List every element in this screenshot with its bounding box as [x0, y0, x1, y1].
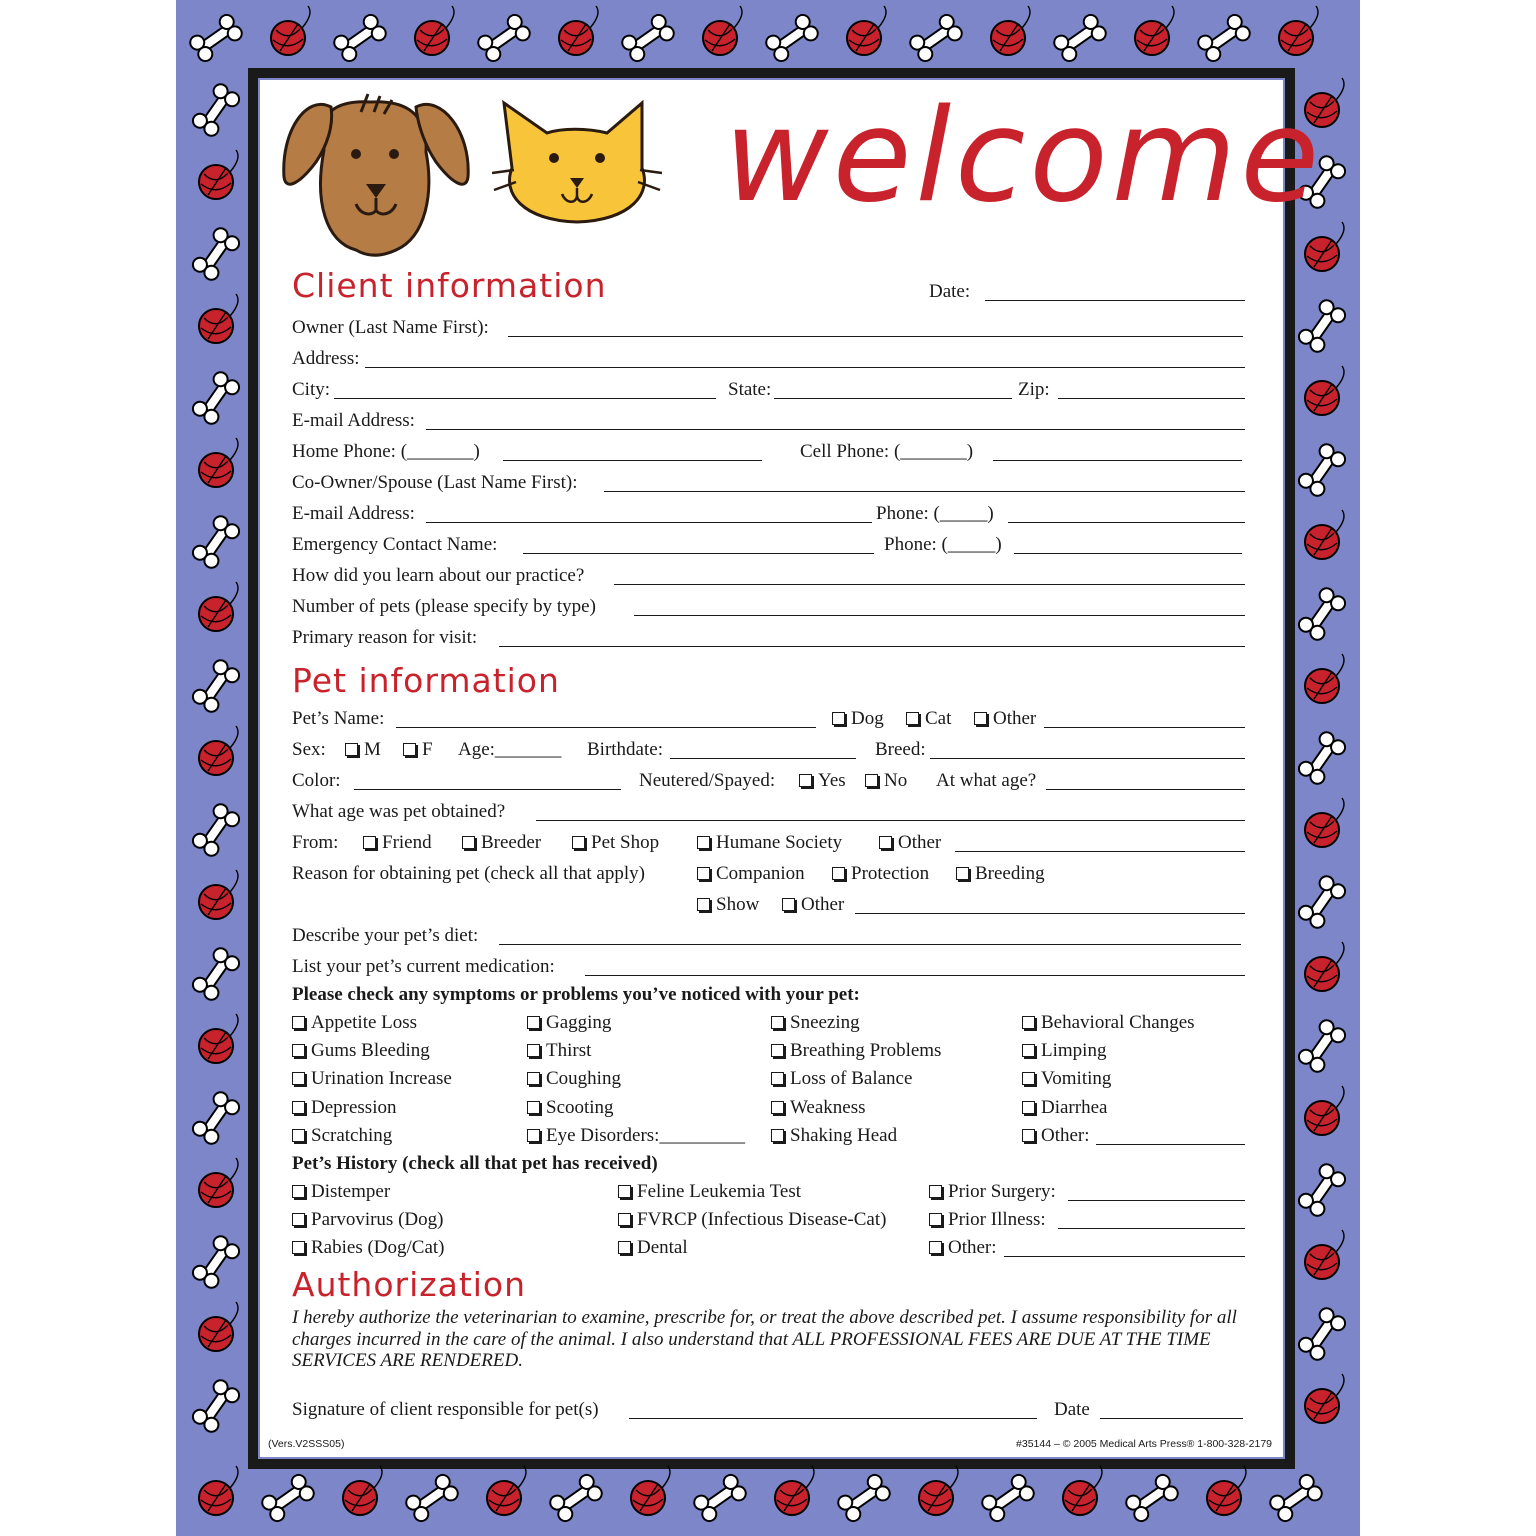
from-breeder-checkbox[interactable]	[462, 830, 541, 856]
breed-field[interactable]	[930, 758, 1245, 759]
symptom-checkbox[interactable]	[1022, 1095, 1107, 1121]
checkbox-icon	[292, 1044, 305, 1057]
checkbox-icon	[292, 1213, 305, 1226]
checkbox-icon	[929, 1213, 942, 1226]
other-species-label: Other	[993, 708, 1037, 729]
address-field[interactable]	[365, 367, 1245, 368]
authorization-heading: Authorization	[292, 1265, 527, 1304]
symptom-checkbox[interactable]	[1022, 1123, 1090, 1149]
symptom-label: Vomiting	[1041, 1068, 1112, 1090]
symptom-label: Gums Bleeding	[311, 1040, 430, 1062]
phone2-field[interactable]	[1008, 522, 1245, 523]
history-text-field[interactable]	[1068, 1200, 1245, 1201]
symptom-label: Diarrhea	[1041, 1096, 1108, 1118]
client-information-heading: Client information	[292, 266, 607, 305]
other-species-checkbox[interactable]	[974, 706, 1036, 732]
history-checkbox[interactable]	[292, 1179, 390, 1205]
option-label: Protection	[851, 863, 930, 884]
signature-row	[292, 1397, 1245, 1423]
home-phone-label: Home Phone: (_______)	[292, 441, 480, 462]
symptom-label: Depression	[311, 1096, 397, 1118]
checkbox-icon	[956, 867, 969, 880]
checkbox-icon	[974, 712, 987, 725]
symptoms-heading: Please check any symptoms or problems you’ve noticed with your pet:	[292, 984, 860, 1005]
at-what-age-field[interactable]	[1046, 789, 1245, 790]
owner-label: Owner (Last Name First):	[292, 317, 489, 338]
checkbox-icon	[771, 1016, 784, 1029]
checkbox-icon	[1022, 1044, 1035, 1057]
checkbox-icon	[618, 1185, 631, 1198]
history-label: FVRCP (Infectious Disease-Cat)	[637, 1209, 887, 1231]
breed-label: Breed:	[875, 739, 926, 760]
neutered-label: Neutered/Spayed:	[639, 770, 776, 791]
option-label: Other	[801, 894, 845, 915]
symptom-label: Loss of Balance	[790, 1068, 913, 1090]
signature-field[interactable]	[629, 1418, 1037, 1419]
option-label: Other	[898, 832, 942, 853]
signature-date-label: Date	[1054, 1399, 1090, 1420]
history-label: Prior Surgery:	[948, 1181, 1056, 1202]
checkbox-icon	[527, 1072, 540, 1085]
copyright-text: #35144 – © 2005 Medical Arts Press® 1-800-328-2179	[1016, 1438, 1272, 1450]
checkbox-icon	[292, 1185, 305, 1198]
phone3-label: Phone: (_____)	[884, 534, 1002, 555]
symptom-label: Gagging	[546, 1012, 612, 1033]
owner-row	[292, 315, 1245, 341]
option-label: Breeding	[975, 863, 1045, 884]
symptom-checkbox[interactable]	[771, 1010, 860, 1036]
option-label: Friend	[382, 832, 432, 853]
sex-label: Sex:	[292, 739, 326, 760]
history-text-field[interactable]	[1004, 1256, 1245, 1257]
emergency-row	[292, 532, 1245, 558]
from-humane-society-checkbox[interactable]	[697, 830, 842, 856]
from-friend-checkbox[interactable]	[363, 830, 432, 856]
symptom-checkbox[interactable]	[1022, 1066, 1111, 1092]
checkbox-icon	[771, 1044, 784, 1057]
reason-protection-checkbox[interactable]	[832, 861, 929, 887]
pet-name-field[interactable]	[396, 727, 816, 728]
symptom-label: Sneezing	[790, 1012, 860, 1033]
from-pet-shop-checkbox[interactable]	[572, 830, 659, 856]
checkbox-icon	[771, 1072, 784, 1085]
symptom-checkbox[interactable]	[527, 1038, 591, 1064]
symptom-label: Coughing	[546, 1068, 621, 1090]
checkbox-icon	[292, 1101, 305, 1114]
history-label: Dental	[637, 1237, 688, 1259]
phone-row	[292, 439, 1245, 465]
reason-show-checkbox[interactable]	[697, 892, 759, 918]
obtained-age-label: What age was pet obtained?	[292, 801, 506, 822]
signature-date-field[interactable]	[1100, 1418, 1243, 1419]
history-label: Parvovirus (Dog)	[311, 1209, 444, 1231]
visit-reason-row	[292, 625, 1245, 651]
cat-face-icon	[492, 98, 662, 228]
history-label: Prior Illness:	[948, 1209, 1046, 1231]
email2-row	[292, 501, 1245, 527]
checkbox-icon	[363, 836, 376, 849]
city-row	[292, 377, 1245, 403]
email-label: E-mail Address:	[292, 410, 415, 431]
history-checkbox[interactable]	[929, 1207, 1046, 1233]
checkbox-icon	[292, 1241, 305, 1254]
checkbox-icon	[832, 867, 845, 880]
at-what-age-label: At what age?	[936, 770, 1037, 791]
date-label: Date:	[929, 281, 971, 302]
medication-label: List your pet’s current medication:	[292, 956, 555, 977]
learn-row	[292, 563, 1245, 589]
email2-field[interactable]	[426, 522, 872, 523]
address-label: Address:	[292, 348, 360, 369]
obtain-reason-row	[292, 861, 1245, 887]
medication-row	[292, 954, 1245, 980]
option-label: Companion	[716, 863, 805, 884]
checkbox-icon	[697, 836, 710, 849]
other-species-field[interactable]	[1044, 727, 1245, 728]
obtained-age-row	[292, 799, 1245, 825]
symptom-label: Scratching	[311, 1124, 393, 1146]
obtain-reason-label: Reason for obtaining pet (check all that apply)	[292, 863, 645, 884]
diet-label: Describe your pet’s diet:	[292, 925, 479, 946]
symptom-checkbox[interactable]	[292, 1010, 417, 1036]
intake-form-page	[176, 0, 1360, 1536]
history-label: Distemper	[311, 1181, 391, 1202]
checkbox-icon	[771, 1129, 784, 1142]
checkbox-icon	[799, 774, 812, 787]
phone2-label: Phone: (_____)	[876, 503, 994, 524]
checkbox-icon	[929, 1241, 942, 1254]
checkbox-icon	[618, 1241, 631, 1254]
coowner-row	[292, 470, 1245, 496]
visit-reason-field[interactable]	[499, 646, 1245, 647]
coowner-field[interactable]	[604, 491, 1245, 492]
symptom-text-field[interactable]	[1096, 1144, 1245, 1145]
option-label: Breeder	[481, 832, 542, 853]
zip-field[interactable]	[1058, 398, 1245, 399]
symptom-checkbox[interactable]	[527, 1066, 621, 1092]
checkbox-icon	[292, 1016, 305, 1029]
yes-label: Yes	[818, 770, 846, 791]
symptom-checkbox[interactable]	[292, 1066, 452, 1092]
address-row	[292, 346, 1245, 372]
color-row	[292, 768, 1245, 794]
symptom-checkbox[interactable]	[771, 1095, 866, 1121]
owner-field[interactable]	[508, 336, 1243, 337]
checkbox-icon	[697, 898, 710, 911]
neutered-yes-checkbox[interactable]	[799, 768, 846, 794]
diet-row	[292, 923, 1245, 949]
sex-row	[292, 737, 1245, 763]
symptom-checkbox[interactable]	[292, 1038, 430, 1064]
option-label: Humane Society	[716, 832, 843, 853]
history-label: Rabies (Dog/Cat)	[311, 1237, 445, 1259]
history-checkbox[interactable]	[292, 1207, 443, 1233]
symptom-checkbox[interactable]	[527, 1010, 611, 1036]
symptom-label: Scooting	[546, 1096, 614, 1118]
checkbox-icon	[929, 1185, 942, 1198]
symptom-checkbox[interactable]	[771, 1038, 941, 1064]
symptom-checkbox[interactable]	[292, 1123, 392, 1149]
symptom-checkbox[interactable]	[1022, 1038, 1106, 1064]
city-field[interactable]	[334, 398, 716, 399]
symptom-checkbox[interactable]	[527, 1095, 614, 1121]
pet-name-row	[292, 706, 1245, 732]
coowner-label: Co-Owner/Spouse (Last Name First):	[292, 472, 578, 493]
cell-phone-field[interactable]	[993, 460, 1242, 461]
history-checkbox[interactable]	[929, 1179, 1056, 1205]
pet-name-label: Pet’s Name:	[292, 708, 385, 729]
pet-information-heading: Pet information	[292, 661, 560, 700]
symptom-label: Breathing Problems	[790, 1040, 942, 1062]
reason-other-field[interactable]	[855, 913, 1245, 914]
emergency-field[interactable]	[523, 553, 874, 554]
medication-field[interactable]	[585, 975, 1245, 976]
num-pets-row	[292, 594, 1245, 620]
age-field[interactable]: Age:_______	[458, 739, 562, 760]
state-label: State:	[728, 379, 772, 400]
city-label: City:	[292, 379, 331, 400]
signature-label: Signature of client responsible for pet(s)	[292, 1399, 599, 1420]
checkbox-icon	[782, 898, 795, 911]
color-label: Color:	[292, 770, 341, 791]
from-label: From:	[292, 832, 339, 853]
email-field[interactable]	[426, 429, 1245, 430]
checkbox-icon	[771, 1101, 784, 1114]
checkbox-icon	[527, 1016, 540, 1029]
symptom-label: Other:	[1041, 1124, 1090, 1146]
authorization-text: I hereby authorize the veterinarian to examine, prescribe for, or treat the above described pet. I assume responsibility for all charges incurred in the care of the animal. I also understand that ALL PROFESSIONAL FEES ARE DUE AT THE TIME SERVICES ARE RENDERED.	[292, 1307, 1237, 1371]
email2-label: E-mail Address:	[292, 503, 415, 524]
cell-phone-label: Cell Phone: (_______)	[800, 441, 974, 462]
birthdate-label: Birthdate:	[587, 739, 663, 760]
dog-label: Dog	[851, 708, 884, 729]
date-field[interactable]	[985, 300, 1245, 301]
checkbox-icon	[1022, 1101, 1035, 1114]
welcome-title: welcome	[724, 82, 1324, 231]
symptom-checkbox[interactable]	[1022, 1010, 1195, 1036]
zip-label: Zip:	[1018, 379, 1050, 400]
diet-field[interactable]	[499, 944, 1241, 945]
checkbox-icon	[345, 743, 358, 756]
email-row	[292, 408, 1245, 434]
symptom-checkbox[interactable]	[292, 1095, 396, 1121]
history-text-field[interactable]	[1058, 1228, 1245, 1229]
version-text: (Vers.V2SSS05)	[268, 1438, 345, 1450]
dog-checkbox[interactable]	[832, 706, 884, 732]
checkbox-icon	[832, 712, 845, 725]
checkbox-icon	[1022, 1129, 1035, 1142]
checkbox-icon	[618, 1213, 631, 1226]
female-checkbox[interactable]	[403, 737, 433, 763]
reason-breeding-checkbox[interactable]	[956, 861, 1045, 887]
history-checkbox[interactable]	[292, 1235, 445, 1261]
symptom-checkbox[interactable]	[771, 1123, 897, 1149]
checkbox-icon	[527, 1129, 540, 1142]
birthdate-field[interactable]	[670, 758, 856, 759]
reason-companion-checkbox[interactable]	[697, 861, 805, 887]
color-field[interactable]	[354, 789, 621, 790]
history-checkbox[interactable]	[618, 1235, 688, 1261]
date-row	[292, 279, 1245, 305]
history-label: Feline Leukemia Test	[637, 1181, 801, 1202]
symptom-checkbox[interactable]	[771, 1066, 912, 1092]
history-label: Other:	[948, 1237, 997, 1259]
symptom-label: Limping	[1041, 1040, 1107, 1062]
obtain-reason-row-2	[292, 892, 1245, 918]
neutered-no-checkbox[interactable]	[865, 768, 907, 794]
checkbox-icon	[292, 1129, 305, 1142]
from-row	[292, 830, 1245, 856]
checkbox-icon	[906, 712, 919, 725]
checkbox-icon	[527, 1101, 540, 1114]
symptom-label: Appetite Loss	[311, 1012, 418, 1033]
history-checkbox[interactable]	[618, 1207, 886, 1233]
home-phone-field[interactable]	[503, 460, 762, 461]
history-checkbox[interactable]	[618, 1179, 801, 1205]
symptom-label: Urination Increase	[311, 1068, 452, 1090]
symptom-label: Thirst	[546, 1040, 592, 1062]
visit-reason-label: Primary reason for visit:	[292, 627, 478, 648]
history-checkbox[interactable]	[929, 1235, 997, 1261]
cat-checkbox[interactable]	[906, 706, 951, 732]
num-pets-field[interactable]	[634, 615, 1245, 616]
obtained-age-field[interactable]	[536, 820, 1245, 821]
from-other-field[interactable]	[955, 851, 1245, 852]
state-field[interactable]	[774, 398, 1012, 399]
male-checkbox[interactable]	[345, 737, 381, 763]
checkbox-icon	[1022, 1072, 1035, 1085]
phone3-field[interactable]	[1014, 553, 1242, 554]
checkbox-icon	[527, 1044, 540, 1057]
checkbox-icon	[879, 836, 892, 849]
num-pets-label: Number of pets (please specify by type)	[292, 596, 596, 617]
checkbox-icon	[865, 774, 878, 787]
symptom-label: Eye Disorders:_________	[546, 1124, 745, 1146]
checkbox-icon	[697, 867, 710, 880]
checkbox-icon	[292, 1072, 305, 1085]
option-label: Pet Shop	[591, 832, 660, 853]
no-label: No	[884, 770, 908, 791]
female-label: F	[422, 739, 433, 760]
symptom-label: Behavioral Changes	[1041, 1012, 1195, 1033]
symptom-label: Weakness	[790, 1096, 866, 1118]
symptom-label: Shaking Head	[790, 1124, 898, 1146]
checkbox-icon	[462, 836, 475, 849]
symptom-checkbox[interactable]	[527, 1123, 745, 1149]
checkbox-icon	[572, 836, 585, 849]
dog-face-icon	[276, 92, 476, 257]
from-other-checkbox[interactable]	[879, 830, 941, 856]
reason-other-checkbox[interactable]	[782, 892, 844, 918]
cat-label: Cat	[925, 708, 952, 729]
emergency-label: Emergency Contact Name:	[292, 534, 498, 555]
checkbox-icon	[403, 743, 416, 756]
option-label: Show	[716, 894, 760, 915]
history-heading: Pet’s History (check all that pet has received)	[292, 1153, 658, 1174]
male-label: M	[364, 739, 381, 760]
learn-label: How did you learn about our practice?	[292, 565, 585, 586]
checkbox-icon	[1022, 1016, 1035, 1029]
learn-field[interactable]	[614, 584, 1245, 585]
